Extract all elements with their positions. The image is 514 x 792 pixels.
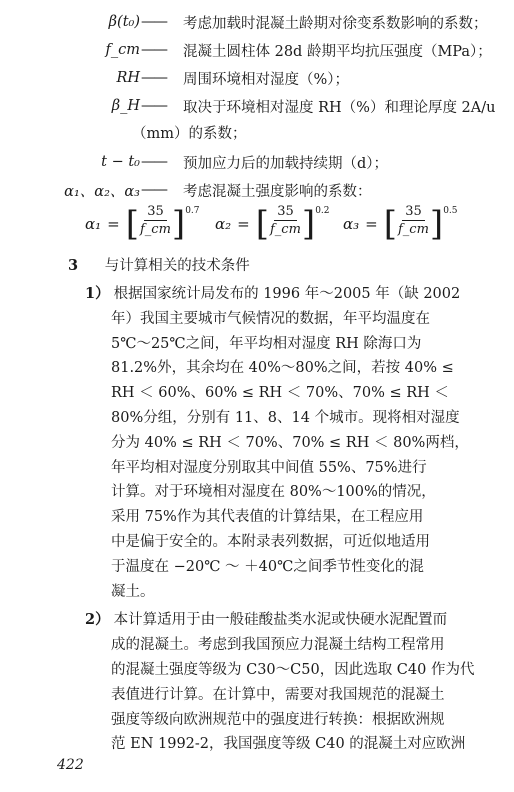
list-item — [87, 608, 507, 757]
list-item-line: 80%分组，分别有 11、8、14 个城市。现将相对湿度 — [111, 409, 460, 426]
list-item-line: 采用 75%作为其代表值的计算结果，在工程应用 — [111, 509, 424, 526]
fraction-denominator: f_cm — [398, 222, 429, 237]
fraction — [398, 204, 429, 237]
definition-symbol: f_cm — [105, 42, 140, 58]
list-item-marker: 1） — [85, 285, 110, 302]
definition-row — [0, 64, 514, 92]
list-item-line: 成的混凝土。考虑到我国预应力混凝土结构工程常用 — [111, 637, 445, 654]
list-item-line: 81.2%外，其余均在 40%～80%之间，若按 40% ≤ — [111, 360, 454, 377]
list-item — [87, 282, 507, 604]
list-item-line: 年平均相对湿度分别取其中间值 55%、75%进行 — [111, 459, 427, 476]
definition-row — [0, 36, 514, 64]
list-item-line: 计算。对于环境相对湿度在 80%～100%的情况， — [111, 484, 436, 501]
formula-lhs: α₃ — [343, 215, 360, 233]
list-item-line: 凝土。 — [111, 583, 155, 600]
right-bracket: ] — [301, 204, 316, 244]
list-item-line: 分为 40% ≤ RH ＜ 70%、70% ≤ RH ＜ 80%两档， — [111, 434, 469, 451]
fraction-numerator: 35 — [144, 204, 167, 221]
list-item-line: 的混凝土强度等级为 C30～C50，因此选取 C40 作为代 — [111, 661, 475, 678]
definition-symbol: β_H — [111, 98, 140, 114]
definition-text: 混凝土圆柱体 28d 龄期平均抗压强度（MPa）； — [183, 43, 492, 60]
list-item-line: 年）我国主要城市气候情况的数据，年平均温度在 — [111, 310, 430, 327]
definition-symbol: t − t₀ — [101, 154, 140, 170]
list-item-line: 于温度在 −20℃ ～ ＋40℃之间季节性变化的混 — [111, 558, 424, 575]
page-number: 422 — [57, 757, 84, 773]
definition-row — [0, 92, 514, 120]
section-heading — [68, 254, 250, 275]
definition-text: 考虑混凝土强度影响的系数： — [183, 183, 372, 200]
list-item-first-line — [85, 282, 507, 307]
definition-text: 预加应力后的加载持续期（d）； — [183, 155, 389, 172]
definition-dash: —— — [141, 154, 166, 170]
definition-text: 取决于环境相对湿度 RH（%）和理论厚度 2A/u — [183, 99, 496, 116]
right-bracket: ] — [429, 204, 444, 244]
symbol-definitions — [0, 8, 514, 204]
list-item-marker: 2） — [85, 611, 110, 629]
definition-symbol: α₁、α₂、α₃ — [64, 183, 140, 200]
left-bracket: [ — [125, 204, 139, 244]
formula-lhs: α₁ — [85, 215, 102, 233]
list-item-line: 根据国家统计局发布的 1996 年～2005 年（缺 2002 — [113, 286, 461, 302]
left-bracket: [ — [255, 204, 269, 244]
list-item-line: 表值进行计算。在计算中，需要对我国规范的混凝土 — [111, 686, 445, 703]
left-bracket: [ — [383, 204, 397, 244]
definition-text: 考虑加载时混凝土龄期对徐变系数影响的系数； — [183, 15, 488, 32]
definition-row — [0, 148, 514, 176]
definition-dash: —— — [141, 70, 166, 86]
fraction — [270, 204, 301, 237]
definition-dash: —— — [141, 42, 166, 58]
definition-dash: —— — [141, 98, 166, 114]
formula-alpha2: α₂ = [ $\frac{35}{f\_cm}$ ] 0.2 — [215, 204, 330, 244]
section-number: 3 — [68, 257, 79, 274]
list-item-line: RH ＜ 60%、60% ≤ RH ＜ 70%、70% ≤ RH ＜ — [111, 385, 449, 402]
definition-continuation: （mm）的系数； — [132, 126, 247, 142]
alpha-formulas — [0, 198, 514, 258]
definition-dash: —— — [141, 14, 166, 30]
fraction-numerator: 35 — [402, 204, 425, 221]
list-item-line: 本计算适用于由一般硅酸盐类水泥或快硬水泥配置而 — [113, 612, 448, 629]
list-item-line: 范 EN 1992-2，我国强度等级 C40 的混凝土对应欧洲 — [111, 736, 466, 753]
list-item-line: 中是偏于安全的。本附录表列数据，可近似地适用 — [111, 533, 430, 550]
section-title: 与计算相关的技术条件 — [104, 258, 250, 274]
formula-lhs: α₂ — [215, 215, 232, 233]
definition-text: 周围环境相对湿度（%）； — [183, 71, 350, 88]
technical-conditions-list — [87, 282, 507, 757]
formula-exponent: 0.7 — [185, 206, 200, 216]
definition-symbol: RH — [116, 70, 140, 86]
right-bracket: ] — [171, 204, 186, 244]
fraction-denominator: f_cm — [270, 222, 301, 237]
formula-alpha3: α₃ = [ $\frac{35}{f\_cm}$ ] 0.5 — [343, 204, 458, 244]
fraction — [140, 204, 171, 237]
list-item-first-line — [85, 608, 507, 633]
formula-exponent: 0.2 — [315, 206, 330, 216]
list-item-line: 5℃～25℃之间，年平均相对湿度 RH 除海口为 — [111, 335, 422, 352]
formula-exponent: 0.5 — [443, 206, 458, 216]
definition-symbol: β(t₀) — [108, 14, 140, 30]
fraction-denominator: f_cm — [140, 222, 171, 237]
formula-alpha1: α₁ = [ $\frac{35}{f\_cm}$ ] 0.7 — [85, 204, 200, 244]
definition-row — [0, 8, 514, 36]
fraction-numerator: 35 — [274, 204, 297, 221]
list-item-line: 强度等级向欧洲规范中的强度进行转换：根据欧洲规 — [111, 711, 445, 728]
definition-dash: —— — [141, 182, 166, 198]
